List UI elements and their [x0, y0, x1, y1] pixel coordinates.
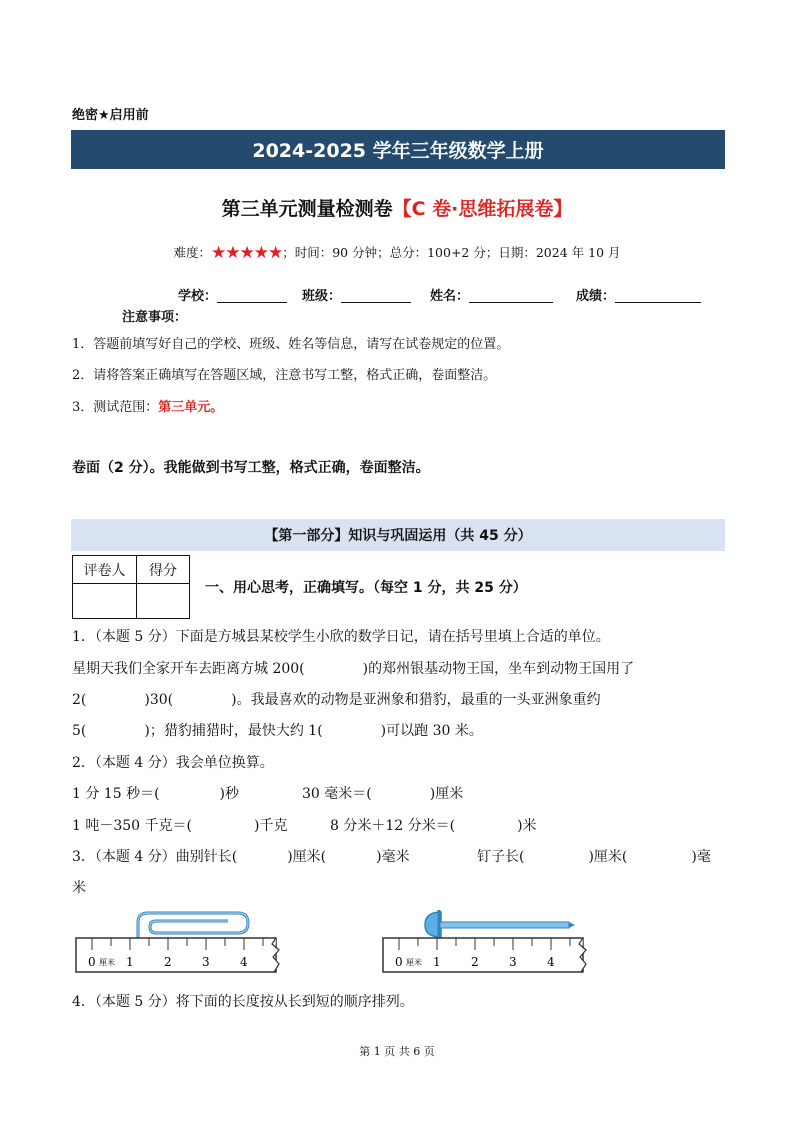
nail-ruler-figure — [381, 906, 591, 976]
q1-text: 5( — [72, 723, 87, 739]
q2-text: 30 毫米＝( — [302, 786, 372, 802]
exam-meta-details: ；时间：90 分钟；总分：100+2 分；日期：2024 年 10 月 — [282, 245, 621, 260]
ruler-tick-label: 0 — [88, 955, 96, 969]
q2-item-a — [72, 783, 239, 803]
q1-text: )的郑州银基动物王国，坐车到动物王国用了 — [362, 661, 635, 677]
q3-text: )毫 — [691, 849, 711, 865]
q2-text: 1 分 15 秒＝( — [72, 786, 160, 802]
ruler-tick-label: 2 — [471, 955, 479, 969]
exam-meta — [0, 243, 794, 263]
q2-item-d — [330, 815, 537, 835]
page-footer: 第 1 页 共 6 页 — [359, 1045, 435, 1058]
ruler-tick-label: 3 — [202, 955, 210, 969]
subtitle-main: 第三单元测量检测卷 — [221, 198, 393, 220]
subtitle-tag: 【C 卷·思维拓展卷】 — [392, 198, 573, 220]
q1-line-1 — [72, 658, 634, 678]
grader-label: 评卷人 — [73, 556, 137, 584]
q3-text: 3．（本题 4 分）曲别针长( — [72, 849, 238, 865]
q1-line-2 — [72, 689, 601, 709]
q2-text: )千克 — [254, 818, 288, 834]
q2-text: )米 — [517, 818, 537, 834]
q3-text: )厘米( — [588, 849, 628, 865]
question-group-heading: 一、用心思考，正确填写。（每空 1 分，共 25 分） — [205, 580, 527, 596]
q3-text: )厘米( — [287, 849, 327, 865]
name-field[interactable] — [430, 285, 553, 304]
q1-line-3 — [72, 720, 483, 740]
q3-line-nail — [477, 846, 711, 866]
face-score-note: 卷面（2 分）。我能做到书写工整，格式正确，卷面整洁。 — [72, 460, 430, 476]
ruler-tick-label: 3 — [509, 955, 517, 969]
class-blank[interactable] — [341, 288, 411, 303]
q1-intro: 1．（本题 5 分）下面是方城县某校学生小欣的数学日记，请在括号里填上合适的单位。 — [72, 629, 610, 645]
nail-icon — [425, 910, 575, 939]
paperclip-ruler-figure — [74, 906, 284, 976]
notes-heading: 注意事项： — [122, 310, 188, 325]
ruler-unit-label: 厘米 — [99, 958, 115, 967]
ruler-tick-label: 4 — [547, 955, 555, 969]
exam-banner-title: 2024-2025 学年三年级数学上册 — [71, 130, 725, 169]
q2-item-b — [302, 783, 463, 803]
q3-line — [72, 846, 410, 866]
ruler-unit-label: 厘米 — [406, 958, 422, 967]
score-blank[interactable] — [615, 288, 701, 303]
score-input-cell[interactable] — [137, 584, 190, 619]
grader-input-cell[interactable] — [73, 584, 137, 619]
score-label: 成绩： — [576, 289, 616, 304]
scope-value: 第三单元。 — [158, 400, 224, 415]
ruler-tick-label: 2 — [164, 955, 172, 969]
q1-text: 星期天我们全家开车去距离方城 200( — [72, 661, 305, 677]
ruler-tick-label: 0 — [395, 955, 403, 969]
class-field[interactable] — [302, 285, 411, 304]
q2-text: )厘米 — [429, 786, 464, 802]
q2-item-c — [72, 815, 287, 835]
q2-intro: 2．（本题 4 分）我会单位换算。 — [72, 755, 274, 771]
school-blank[interactable] — [217, 288, 287, 303]
score-field[interactable] — [576, 285, 701, 304]
scope-label: 3．测试范围： — [72, 400, 159, 415]
q1-text: )。我最喜欢的动物是亚洲象和猎豹，最重的一头亚洲象重约 — [231, 692, 601, 708]
school-field[interactable] — [178, 285, 287, 304]
name-blank[interactable] — [469, 288, 553, 303]
score-cell-label: 得分 — [137, 556, 190, 584]
paperclip-icon — [138, 913, 248, 938]
note-item: 2．请将答案正确填写在答题区域，注意书写工整，格式正确，卷面整洁。 — [72, 368, 497, 383]
q2-text: )秒 — [219, 786, 240, 802]
q3-text: 钉子长( — [477, 849, 525, 865]
q4-intro: 4．（本题 5 分）将下面的长度按从长到短的顺序排列。 — [72, 994, 414, 1010]
ruler-tick-label: 4 — [240, 955, 248, 969]
confidential-label: 绝密★启用前 — [72, 108, 149, 123]
q1-text: )30( — [144, 692, 174, 708]
exam-subtitle — [0, 194, 794, 221]
q3-text: )毫米 — [376, 849, 410, 865]
difficulty-stars-icon: ★★★★★ — [211, 243, 283, 263]
class-label: 班级： — [302, 289, 342, 304]
q1-text: 2( — [72, 692, 87, 708]
q3-line-wrap: 米 — [72, 880, 86, 896]
q1-text: )可以跑 30 米。 — [380, 723, 483, 739]
ruler-tick-label: 1 — [126, 955, 134, 969]
section-title: 【第一部分】知识与巩固运用（共 45 分） — [71, 519, 725, 551]
q2-text: 8 分米＋12 分米＝( — [330, 818, 456, 834]
note-item-scope — [72, 396, 223, 415]
name-label: 姓名： — [430, 289, 470, 304]
school-label: 学校： — [178, 289, 218, 304]
q1-text: )；猎豹捕猎时，最快大约 1( — [144, 723, 323, 739]
ruler-tick-label: 1 — [433, 955, 441, 969]
difficulty-label: 难度： — [173, 245, 212, 260]
q2-text: 1 吨－350 千克＝( — [72, 818, 192, 834]
note-item: 1．答题前填写好自己的学校、班级、姓名等信息，请写在试卷规定的位置。 — [72, 337, 510, 352]
grader-table — [72, 555, 190, 619]
